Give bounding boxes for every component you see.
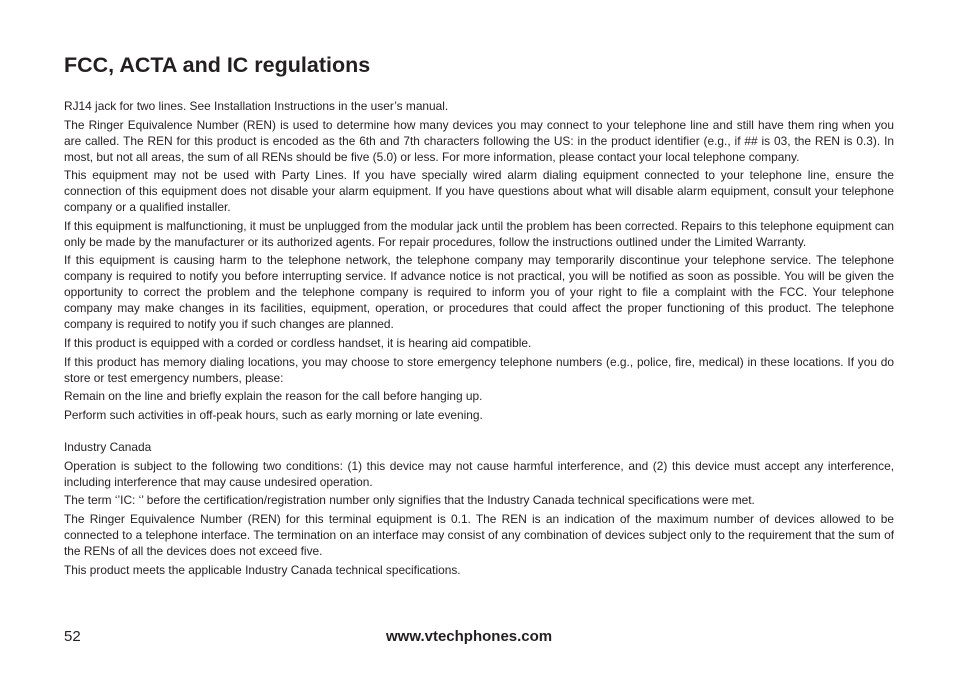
- website-url: www.vtechphones.com: [386, 628, 553, 645]
- document-body: [64, 98, 894, 580]
- paragraph-network-harm: If this equipment is causing harm to the telephone network, the telephone company may temporarily discontinue your telephone service. The telephone company is required to notify you before interrupting service. If advance notice is not practical, you will be notified as soon as possible. You will be given the opportunity to correct the problem and the telephone company is required to inform you of your right to file a complaint with the FCC. Your telephone company may make changes in its facilities, equipment, operation, or procedures that could affect the proper functioning of this product. The telephone company is required to notify you if such changes are planned.: [64, 253, 894, 332]
- paragraph-ic-operation: Operation is subject to the following two conditions: (1) this device may not cause harmful interference, and (2) this device must accept any interference, including interference that may cause undesired operation.: [64, 458, 894, 489]
- paragraph-ren: The Ringer Equivalence Number (REN) is used to determine how many devices you may connect to your telephone line and still have them ring when you are called. The REN for this product is encoded as the 6th and 7th characters following the US: in the product identifier (e.g., if ## is 03, the REN is 0.3). In most, but not all areas, the sum of all RENs should be five (5.0) or less. For more information, please contact your local telephone company.: [64, 117, 894, 164]
- paragraph-remain-on-line: Remain on the line and briefly explain the reason for the call before hanging up.: [64, 389, 483, 404]
- paragraph-hearing-aid: If this product is equipped with a corded or cordless handset, it is hearing aid compatible.: [64, 335, 532, 350]
- page-number: 52: [64, 628, 81, 645]
- paragraph-ic-ren: The Ringer Equivalence Number (REN) for this terminal equipment is 0.1. The REN is an indication of the maximum number of devices allowed to be connected to a telephone interface. The termination on an interface may consist of any combination of devices subject only to the requirement that the sum of the RENs of all the devices does not exceed five.: [64, 511, 894, 558]
- paragraph-ic-specs: This product meets the applicable Industry Canada technical specifications.: [64, 562, 461, 577]
- paragraph-memory-dialing: If this product has memory dialing locations, you may choose to store emergency telephone numbers (e.g., police, fire, medical) in these locations. If you do store or test emergency numbers, please:: [64, 354, 894, 385]
- paragraph-rj14-jack: RJ14 jack for two lines. See Installation Instructions in the user’s manual.: [64, 99, 449, 113]
- industry-canada-heading: Industry Canada: [64, 439, 152, 454]
- paragraph-party-lines: This equipment may not be used with Party Lines. If you have specially wired alarm dialing equipment connected to your telephone line, ensure the connection of this equipment does not disable your alarm equipment. If you have questions about what will disable alarm equipment, consult your telephone company or a qualified installer.: [64, 168, 894, 215]
- paragraph-ic-term: The term ‘’IC: ‘’ before the certification/registration number only signifies that the Industry Canada technical specifications were met.: [64, 493, 755, 508]
- paragraph-off-peak: Perform such activities in off-peak hours, such as early morning or late evening.: [64, 407, 483, 422]
- page-title: FCC, ACTA and IC regulations: [64, 53, 371, 77]
- paragraph-malfunction: If this equipment is malfunctioning, it must be unplugged from the modular jack until the problem has been corrected. Repairs to this telephone equipment can only be made by the manufacturer or its authorized agents. For repair procedures, follow the instructions outlined under the Limited Warranty.: [64, 218, 894, 249]
